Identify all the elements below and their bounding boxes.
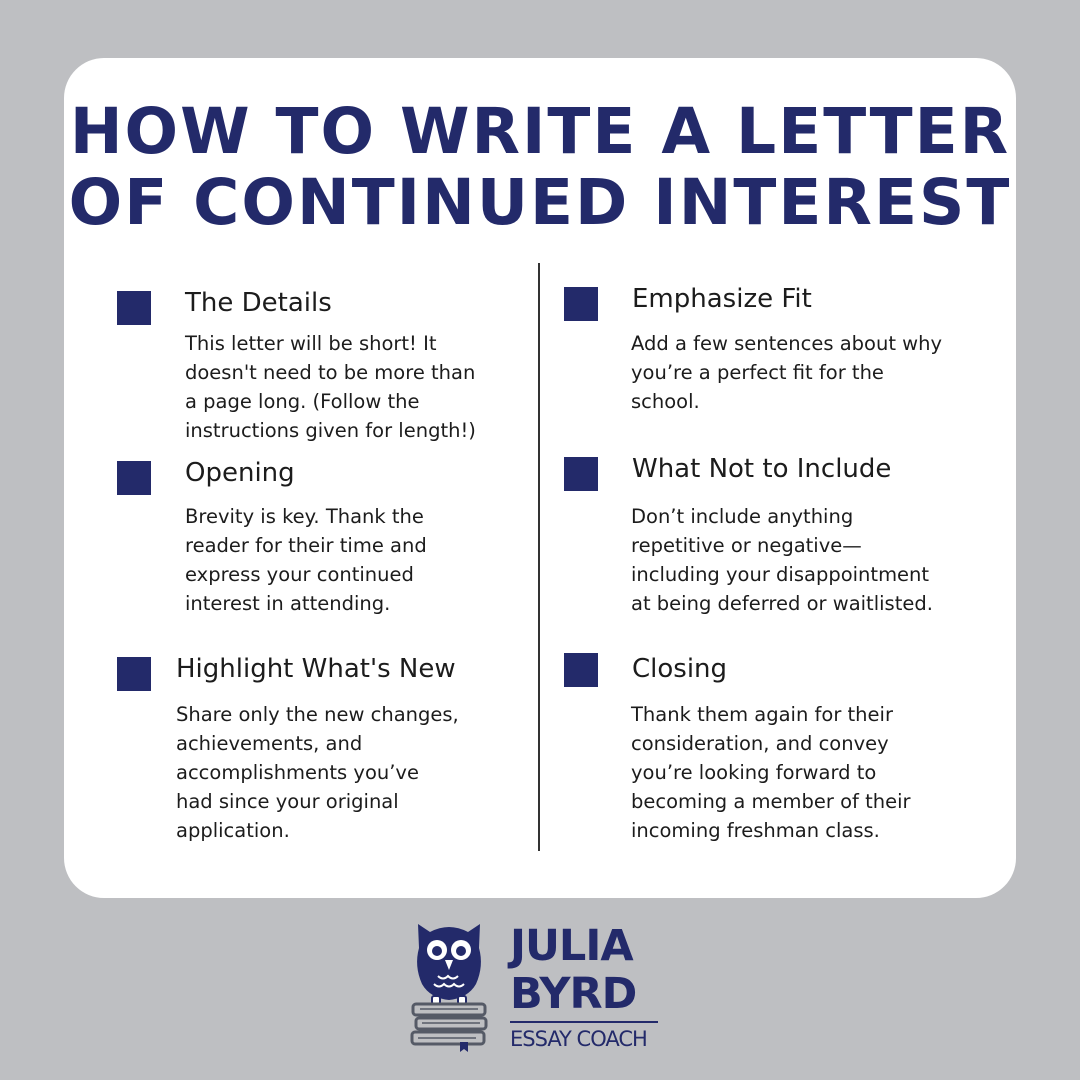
square-bullet-icon [117,657,151,691]
brand-tagline: ESSAY COACH [510,1027,647,1051]
section-heading-highlight-whats-new: Highlight What's New [176,654,456,684]
brand-name: JULIA BYRD [510,921,637,1019]
section-heading-the-details: The Details [185,288,332,318]
square-bullet-icon [564,287,598,321]
column-divider [538,263,540,851]
section-body-closing: Thank them again for their consideration, and convey you’re looking forward to becoming a member of their incoming freshman class. [631,703,911,842]
square-bullet-icon [564,457,598,491]
square-bullet-icon [117,291,151,325]
section-body-emphasize-fit: Add a few sentences about why you’re a perfect fit for the school. [631,332,943,413]
square-bullet-icon [117,461,151,495]
section-heading-emphasize-fit: Emphasize Fit [632,284,812,314]
brand-logo [410,918,670,1058]
owl-on-books-icon [410,918,488,1054]
page-title: HOW TO WRITE A LETTER OF CONTINUED INTEREST [68,95,1012,239]
section-body-what-not-to-include: Don’t include anything repetitive or negative— including your disappointment at being deferred or waitlisted. [631,505,933,615]
section-body-highlight-whats-new: Share only the new changes, achievements, and accomplishments you’ve had since your original application. [176,703,459,842]
section-heading-what-not-to-include: What Not to Include [632,454,892,484]
section-heading-closing: Closing [632,654,728,684]
square-bullet-icon [564,653,598,687]
brand-divider-line [510,1021,658,1023]
section-heading-opening: Opening [185,458,295,488]
section-body-the-details: This letter will be short! It doesn't need to be more than a page long. (Follow the instructions given for length!) [185,332,476,442]
section-body-opening: Brevity is key. Thank the reader for their time and express your continued interest in attending. [185,505,427,615]
